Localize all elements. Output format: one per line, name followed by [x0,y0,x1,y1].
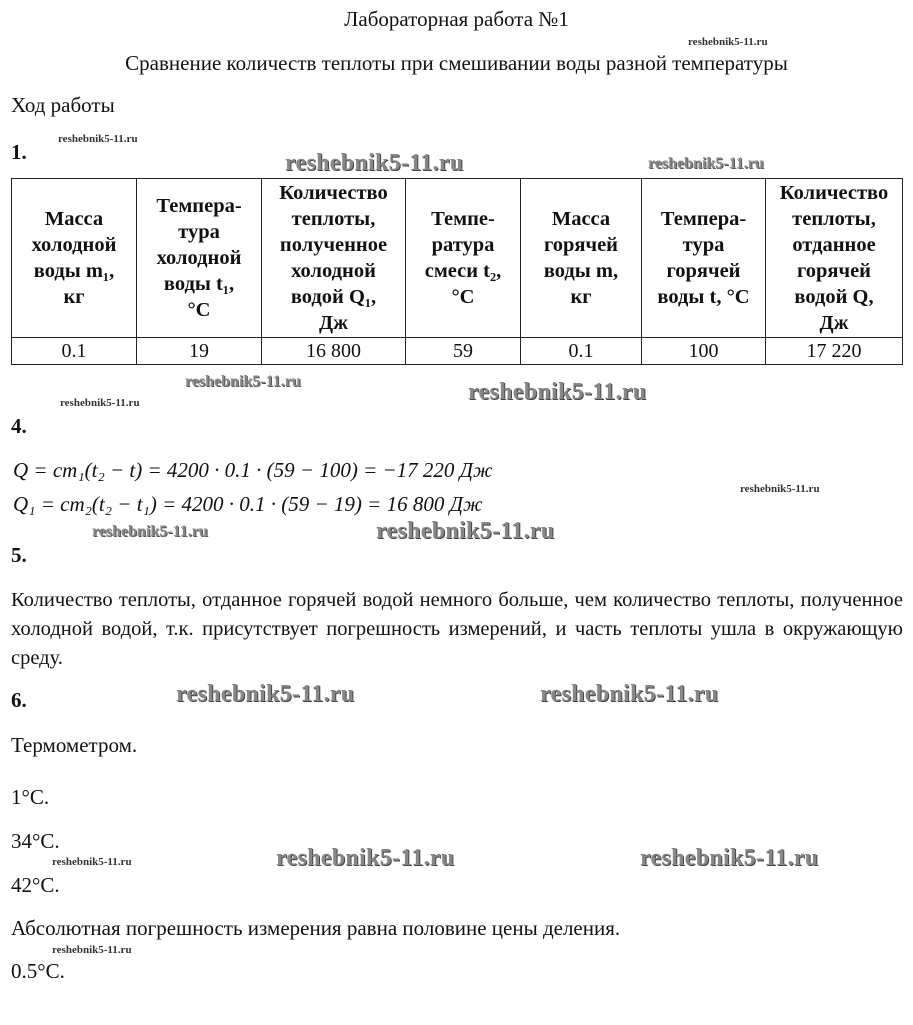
watermark: reshebnik5-11.ru [540,681,719,707]
watermark: reshebnik5-11.ru [52,856,132,868]
watermark: reshebnik5-11.ru [648,155,764,172]
watermark: reshebnik5-11.ru [58,133,138,145]
table-cell: 17 220 [766,338,903,365]
watermark: reshebnik5-11.ru [52,944,132,956]
table-header-row [12,179,903,338]
table-cell: 0.1 [521,338,642,365]
answer-division: 1°C. [11,785,50,809]
header-hot-mass: Масса горячей воды m, кг [521,179,642,338]
table-cell: 19 [137,338,262,365]
watermark: reshebnik5-11.ru [185,373,301,390]
header-heat-given: Количество теплоты, отданное горячей водой Q, Дж [766,179,903,338]
table-cell: 0.1 [12,338,137,365]
watermark: reshebnik5-11.ru [688,36,768,48]
watermark: reshebnik5-11.ru [640,845,819,871]
watermark: reshebnik5-11.ru [285,150,464,176]
answer-temp-1: 34°C. [11,829,60,853]
watermark: reshebnik5-11.ru [740,483,820,495]
document-title: Лабораторная работа №1 [344,7,569,31]
watermark: reshebnik5-11.ru [60,397,140,409]
step-5-text: Количество теплоты, отданное горячей водой немного больше, чем количество теплоты, полученное холодной водой, т.к. присутствует погрешность измерений, и часть теплоты ушла в окружающую среду. [11,589,903,669]
watermark: reshebnik5-11.ru [176,681,355,707]
header-cold-temp: Темпера- тура холодной воды t₁, °C [137,179,262,338]
answer-error-rule: Абсолютная погрешность измерения равна половине цены деления. [11,916,621,940]
header-hot-temp: Темпера- тура горячей воды t, °C [642,179,766,338]
formula-heat-received: Q₁ = cm₂(t₂ − t₁) = 4200 · 0.1 · (59 − 19) = 16 800 Дж [13,492,483,516]
step-6-label: 6. [11,688,27,712]
answer-error-value: 0.5°C. [11,959,65,983]
table-row [12,338,903,365]
answer-instrument: Термометром. [11,733,138,757]
results-table [11,178,903,365]
watermark: reshebnik5-11.ru [376,518,555,544]
section-heading: Ход работы [11,93,115,117]
formula-heat-given: Q = cm₁(t₂ − t) = 4200 · 0.1 · (59 − 100) = −17 220 Дж [13,458,493,482]
document-subtitle: Сравнение количеств теплоты при смешивании воды разной температуры [125,51,788,75]
watermark: reshebnik5-11.ru [276,845,455,871]
table-cell: 100 [642,338,766,365]
watermark: reshebnik5-11.ru [92,523,208,540]
table-cell: 16 800 [262,338,406,365]
header-cold-mass: Масса холодной воды m₁, кг [12,179,137,338]
header-mix-temp: Темпе- ратура смеси t₂, °C [406,179,521,338]
table-cell: 59 [406,338,521,365]
header-heat-received: Количество теплоты, полученное холодной водой Q₁, Дж [262,179,406,338]
step-1-label: 1. [11,140,27,164]
watermark: reshebnik5-11.ru [468,379,647,405]
step-5-label: 5. [11,543,27,567]
answer-temp-2: 42°C. [11,873,60,897]
step-4-label: 4. [11,414,27,438]
